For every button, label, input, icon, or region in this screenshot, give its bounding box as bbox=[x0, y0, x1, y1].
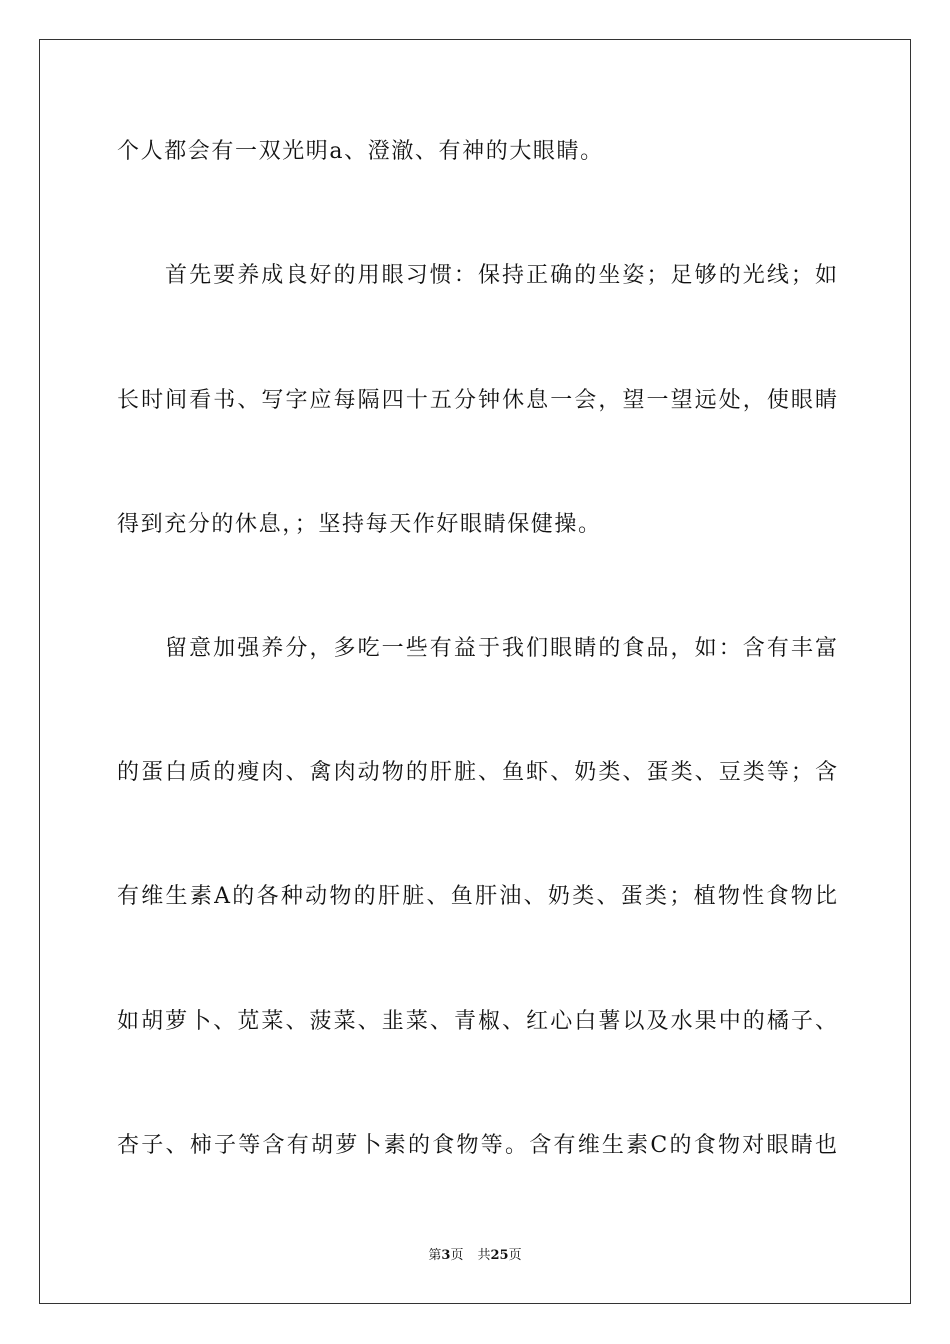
paragraph-line: 有维生素A的各种动物的肝脏、鱼肝油、奶类、蛋类；植物性食物比 bbox=[117, 884, 837, 909]
paragraph-line: 个人都会有一双光明a、澄澈、有神的大眼睛。 bbox=[117, 139, 604, 164]
total-pages: 25 bbox=[490, 1248, 509, 1263]
total-suffix: 页 bbox=[508, 1248, 522, 1263]
page-footer bbox=[0, 1247, 950, 1265]
page-border bbox=[39, 39, 911, 1304]
total-prefix: 共 bbox=[477, 1248, 491, 1263]
paragraph-line: 长时间看书、写字应每隔四十五分钟休息一会，望一望远处，使眼睛 bbox=[117, 388, 837, 413]
paragraph-line: 杏子、柿子等含有胡萝卜素的食物等。含有维生素C的食物对眼睛也 bbox=[117, 1133, 837, 1158]
paragraph-line: 得到充分的休息，；坚持每天作好眼睛保健操。 bbox=[117, 512, 602, 537]
page-number: 3 bbox=[441, 1248, 451, 1263]
paragraph-line: 的蛋白质的瘦肉、禽肉动物的肝脏、鱼虾、奶类、蛋类、豆类等；含 bbox=[117, 760, 837, 785]
paragraph-line: 首先要养成良好的用眼习惯：保持正确的坐姿；足够的光线；如 bbox=[165, 263, 837, 288]
paragraph-line: 留意加强养分，多吃一些有益于我们眼睛的食品，如：含有丰富 bbox=[165, 636, 837, 661]
page-prefix: 第 bbox=[428, 1248, 442, 1263]
page-suffix: 页 bbox=[450, 1248, 464, 1263]
paragraph-line: 如胡萝卜、苋菜、菠菜、韭菜、青椒、红心白薯以及水果中的橘子、 bbox=[117, 1009, 837, 1034]
